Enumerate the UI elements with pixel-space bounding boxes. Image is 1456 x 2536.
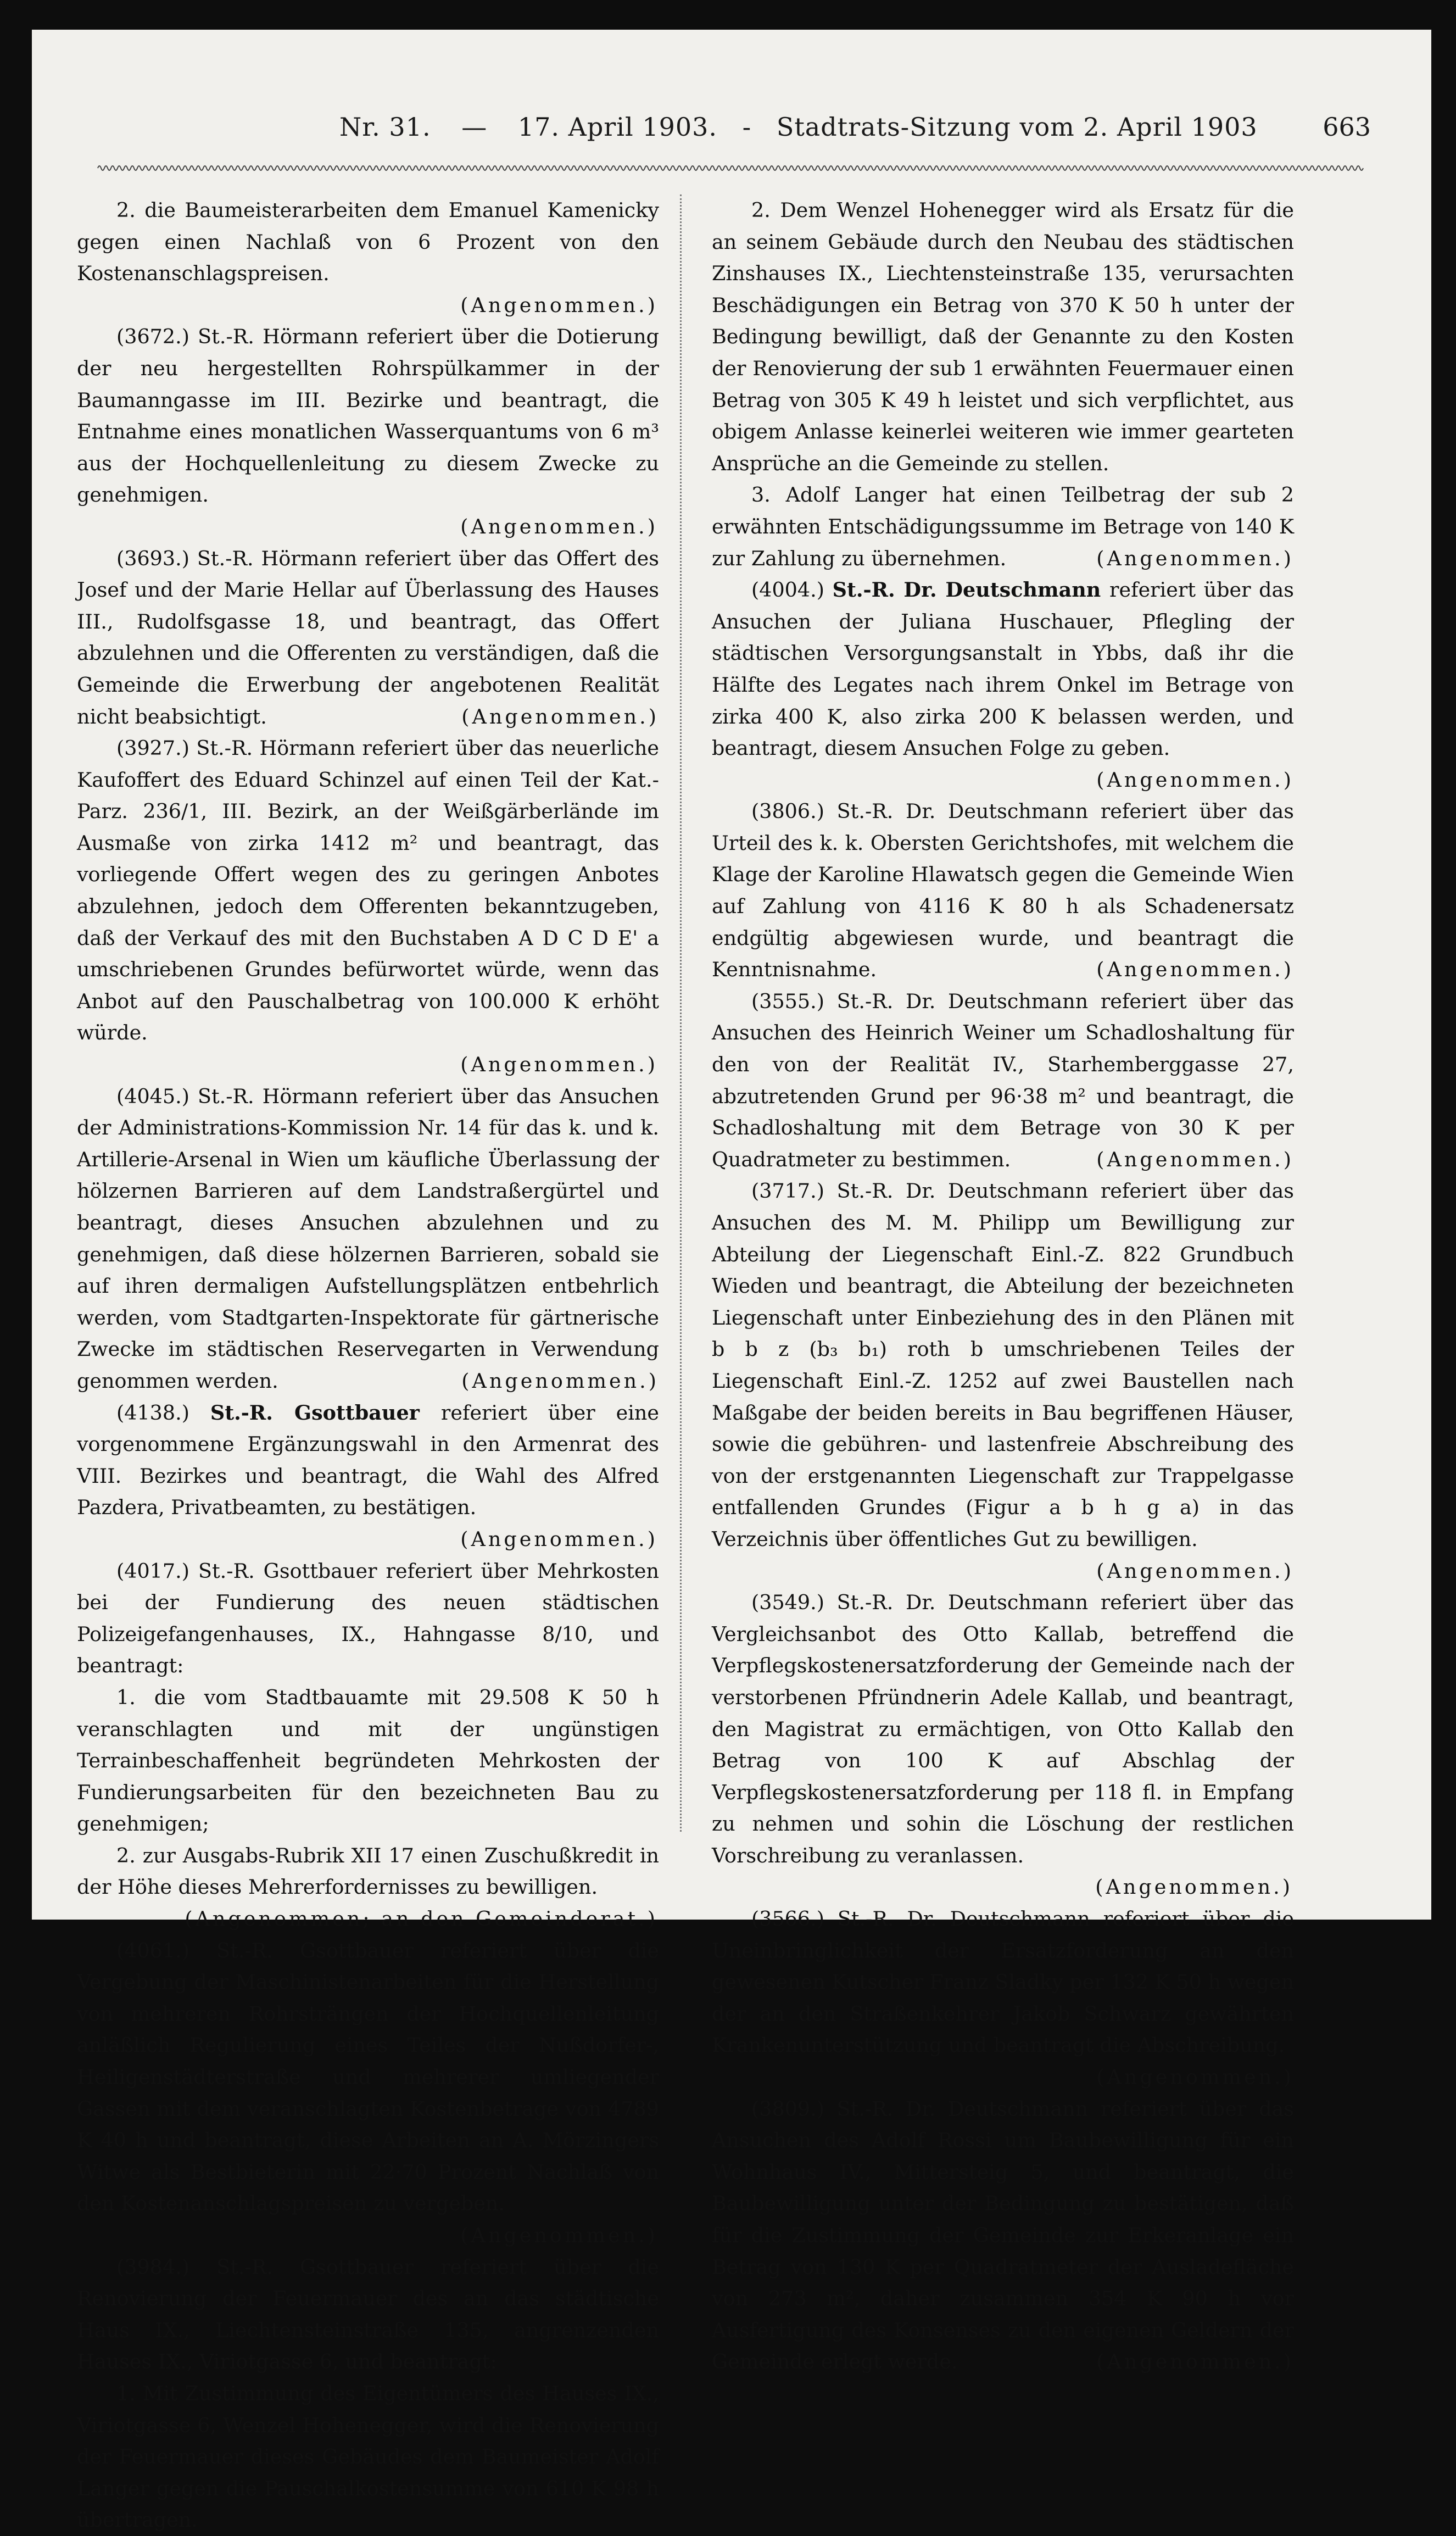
resolution-status: (Angenommen.) <box>1096 768 1294 792</box>
resolution-status: (Angenommen.) <box>1096 2350 1294 2374</box>
resolution-status: (Angenommen.) <box>460 2223 658 2247</box>
column-divider <box>680 194 682 1832</box>
resolution-status: (Angenommen.) <box>1096 1147 1294 1171</box>
left-column <box>77 194 659 2536</box>
right-column <box>712 194 1294 2378</box>
resolution-status: (Angenommen.) <box>460 293 658 317</box>
resolution-status: (Angenommen.) <box>461 1369 659 1393</box>
paragraph-text: St.-R. Dr. Deutschmann referiert über das Ansuchen des M. M. Philipp um Bewilligung zur Abteilung der Liegenschaft Einl.-Z. 822 Grundbuch Wieden und beantragt, die Abteilung der bezeichneten Liegenschaft unter Einbeziehung des in den Plänen mit b b z (b₃ b₁) roth b umschriebenen Teiles der Liegenschaft Einl.-Z. 1252 auf zwei Baustellen nach Maßgabe der beiden bereits in Bau begriffenen Häuser, sowie die gebühren- und lastenfreie Abschreibung des von der erstgenannten Liegenschaft zur Trappelgasse entfallenden Grundes (Figur a b h g a) in das Verzeichnis über öffentliches Gut zu bewilligen. <box>712 1179 1295 1551</box>
paragraph <box>712 1903 1294 2093</box>
reference-number: (3672.) <box>116 325 198 349</box>
paragraph-text: St.-R. Gsottbauer referiert über Mehrkosten bei der Fundierung des neuen städtischen Polizeigefangenhauses, IX., Hahngasse 8/10, und beantragt: <box>77 1559 660 1678</box>
speaker-name: St.-R. Dr. Deutschmann <box>832 578 1110 602</box>
newspaper-page <box>32 30 1431 2532</box>
paragraph <box>77 732 659 1049</box>
paragraph-text: St.-R. Hörmann referiert über das Offert des Josef und der Marie Hellar auf Überlassung des Hauses III., Rudolfsgasse 18, und beantragt, das Offert abzulehnen und die Offerenten zu verständigen, daß die Gemeinde die Erwerbung der angebotenen Realität nicht beabsichtigt. <box>77 546 659 728</box>
reference-number: (3717.) <box>751 1179 837 1203</box>
speaker-name: St.-R. Gsottbauer <box>210 1400 441 1425</box>
paragraph-text: 2. Dem Wenzel Hohenegger wird als Ersatz für die an seinem Gebäude durch den Neubau des städtischen Zinshauses IX., Liechtensteinstraße 135, verursachten Beschädigungen ein Betrag von 370 K 50 h unter der Bedingung bewilligt, daß der Genannte zu den Kosten der Renovierung der sub 1 erwähnten Feuermauer einen Betrag von 305 K 49 h leistet und sich verpflichtet, aus obigem Anlasse keinerlei weiteren wie immer gearteten Ansprüche an die Gemeinde zu stellen. <box>712 198 1294 475</box>
page-number: 663 <box>1323 112 1371 142</box>
paragraph <box>712 479 1294 574</box>
paragraph-text: 3. Adolf Langer hat einen Teilbetrag der sub 2 erwähnten Entschädigungssumme im Betrage von 140 K zur Zahlung zu übernehmen. <box>712 483 1294 570</box>
paragraph <box>712 194 1294 479</box>
header-separator: - <box>742 112 752 142</box>
paragraph-text: St.-R. Dr. Deutschmann referiert über das Vergleichsanbot des Otto Kallab, betreffend die Verpflegskostenersatzforderung der Gemeinde nach der verstorbenen Pfründnerin Adele Kallab, und beantragt, den Magistrat zu ermächtigen, von Otto Kallab den Betrag von 100 K auf Abschlag der Verpflegskostenersatzforderung per 118 fl. in Empfang zu nehmen und sohin die Löschung der restlichen Vorschreibung zu veranlassen. <box>712 1590 1295 1867</box>
reference-number: (3809.) <box>751 2096 837 2121</box>
reference-number: (3549.) <box>751 1590 837 1615</box>
paragraph <box>712 574 1294 796</box>
header-wavy-rule <box>98 162 1361 175</box>
resolution-status: (Angenommen; an den Gemeinderat.) <box>185 1907 658 1931</box>
paragraph <box>77 1397 659 1523</box>
paragraph <box>712 2093 1294 2378</box>
paragraph <box>77 321 659 511</box>
resolution-status: (Angenommen.) <box>1095 1875 1293 1899</box>
reference-number: (4045.) <box>116 1084 198 1108</box>
paragraph-text: St.-R. Dr. Deutschmann referiert über das Urteil des k. k. Obersten Gerichtshofes, mit welchem die Klage der Karoline Hlawatsch gegen die Gemeinde Wien auf Zahlung von 4116 K 80 h als Schadenersatz endgültig abgewiesen wurde, und beantragt die Kenntnisnahme. <box>712 799 1295 982</box>
resolution-status: (Angenommen.) <box>1096 1559 1294 1583</box>
reference-number: (4017.) <box>116 1559 198 1583</box>
resolution-status: (Angenommen.) <box>1096 546 1294 570</box>
running-header <box>339 112 1361 142</box>
reference-number: (3927.) <box>116 736 197 760</box>
resolution-status: (Angenommen.) <box>1096 2065 1294 2089</box>
resolution-status: (Angenommen.) <box>460 1527 658 1551</box>
header-title: Stadtrats-Sitzung vom 2. April 1903 <box>776 112 1258 142</box>
paragraph <box>77 2251 659 2378</box>
resolution-status: (Angenommen.) <box>460 1053 658 1077</box>
paragraph <box>77 194 659 290</box>
issue-date: 17. April 1903. <box>517 112 718 142</box>
reference-number: (4061.) <box>116 1938 217 1962</box>
reference-number: (4138.) <box>116 1400 210 1425</box>
paragraph-text: 1. die vom Stadtbauamte mit 29.508 K 50 h veranschlagten und mit der ungünstigen Terrainbeschaffenheit begründeten Mehrkosten der Fundierungsarbeiten für den bezeichneten Bau zu genehmigen; <box>77 1685 659 1836</box>
paragraph <box>712 796 1294 986</box>
resolution-status: (Angenommen.) <box>1096 958 1294 982</box>
reference-number: (3693.) <box>116 546 197 570</box>
reference-number: (3984.) <box>116 2255 217 2279</box>
paragraph-text: St.-R. Hörmann referiert über das neuerliche Kaufoffert des Eduard Schinzel auf einen Teil der Kat.-Parz. 236/1, III. Bezirk, an der Weißgärberlände im Ausmaße von zirka 1412 m² und beantragt, das vorliegende Offert wegen des zu geringen Anbotes abzulehnen, jedoch dem Offerenten bekanntzugeben, daß der Verkauf des mit den Buchstaben A D C D E' a umschriebenen Grundes befürwortet würde, wenn das Anbot auf den Pauschalbetrag von 100.000 K erhöht würde. <box>77 736 660 1045</box>
paragraph <box>712 986 1294 1176</box>
paragraph-text: St.-R. Hörmann referiert über das Ansuchen der Administrations-Kommission Nr. 14 für das k. und k. Artillerie-Arsenal in Wien um käufliche Überlassung der hölzernen Barrieren auf dem Landstraßergürtel und beantragt, dieses Ansuchen abzulehnen und zu genehmigen, daß diese hölzernen Barrieren, sobald sie auf ihren dermaligen Aufstellungsplätzen entbehrlich werden, vom Stadtgarten-Inspektorate für gärtnerische Zwecke im städtischen Reservegarten in Verwendung genommen werden. <box>77 1084 659 1393</box>
paragraph <box>712 1175 1294 1587</box>
paragraph-text: St.-R. Hörmann referiert über die Dotierung der neu hergestellten Rohrspülkammer in der Baumanngasse im III. Bezirke und beantragt, die Entnahme eines monatlichen Wasserquantums von 6 m³ aus der Hochquellenleitung zu diesem Zwecke zu genehmigen. <box>77 325 659 507</box>
paragraph-text: referiert über eine vorgenommene Ergänzungswahl in den Armenrat des VIII. Bezirkes und beantragt, die Wahl des Alfred Pazdera, Privatbeamten, zu bestätigen. <box>77 1400 659 1520</box>
paragraph-text: 1. Mit Zustimmung des Eigentümers des Hauses IX., Viriotgasse 6, Wenzel Hohenegger, wird die Renovierung der Feuermauer dieses Gebäudes dem Baumeister Adolf Langer gegen die Pauschalkostensumme von 610 K 98 h übertragen. <box>77 2381 659 2532</box>
paragraph <box>77 1682 659 1840</box>
paragraph-text: St.-R. Dr. Deutschmann referiert über die Uneinbringlichkeit der Ersatzforderung an den gewesenen Kutscher Franz Sladky per 132 K 50 h wegen der an den Straßenkehrer Jakob Schwarz gewährten Krankenunterstützung und beantragt die Abschreibung. <box>712 1907 1294 2057</box>
reference-number: (3555.) <box>751 989 837 1013</box>
paragraph <box>77 1935 659 2220</box>
paragraph <box>77 1081 659 1397</box>
header-dash: — <box>461 112 488 142</box>
paragraph-text: St.-R. Gsottbauer referiert über die Renovierung der Feuermauer des an das städtische Haus IX., Liechtensteinstraße 135, angrenzenden Hauses IX., Viriotgasse 6, und beantragt: <box>77 2255 659 2374</box>
paragraph-text: St.-R. Gsottbauer referiert über die Vergebung der Maschinistenarbeiten für die Herstellung von mehreren Rohrsträngen der Hochquellenleitung anläßlich Regulierung eines Teiles der Nußdorfer-, Heiligenstädterstraße und mehrerer umliegender Gassen mit dem veranschlagten Kostenbetrage von 4789 K 40 h und beantragt, diese Arbeiten an A. Mörzingers Witwe als Bestbieterin mit 22·70 Prozent Nachlaß von den Kostenanschlagspreisen zu vergeben. <box>77 1938 659 2216</box>
resolution-status: (Angenommen.) <box>460 514 658 538</box>
reference-number: (3566.) <box>751 1907 838 1931</box>
paragraph-text: St.-R. Dr. Deutschmann referiert über das Ansuchen des Adolf Rossi um Baubewilligung für ein Wohnhaus IV., Mittersteig 5, und beantragt, die Baubewilligung unter der Bedingung zu bestätigen, daß für die Zustimmung der Gemeinde zur Erkeranlage ein Betrag von 130 K per Quadratmeter der Ausladefläche von 273 m², daher zusammen 354 K 90 h vor Ausfertigung des Konsenses zu den eigenen Geldern der Gemeinde erlegt werde. <box>712 2096 1295 2374</box>
paragraph-text: 2. zur Ausgabs-Rubrik XII 17 einen Zuschußkredit in der Höhe dieses Mehrerfordernisses zu bewilligen. <box>77 1843 659 1899</box>
paragraph-text: referiert über das Ansuchen der Juliana Huschauer, Pflegling der städtischen Versorgungsanstalt in Ybbs, daß ihr die Hälfte des Legates nach ihrem Onkel im Betrage von zirka 400 K, also zirka 200 K belassen werden, und beantragt, diesem Ansuchen Folge zu geben. <box>712 578 1295 760</box>
reference-number: (3806.) <box>751 799 837 824</box>
paragraph <box>712 1587 1294 1871</box>
reference-number: (4004.) <box>751 578 833 602</box>
paragraph-text: St.-R. Dr. Deutschmann referiert über das Ansuchen des Heinrich Weiner um Schadloshaltung für den von der Realität IV., Starhemberggasse 27, abzutretenden Grund per 96·38 m² und beantragt, die Schadloshaltung mit dem Betrage von 30 K per Quadratmeter zu bestimmen. <box>712 989 1295 1171</box>
paragraph-text: 2. die Baumeisterarbeiten dem Emanuel Kamenicky gegen einen Nachlaß von 6 Prozent von den Kostenanschlagspreisen. <box>77 198 659 286</box>
issue-number: Nr. 31. <box>339 112 431 142</box>
resolution-status: (Angenommen.) <box>461 704 659 728</box>
paragraph <box>77 1840 659 1903</box>
paragraph <box>77 543 659 733</box>
paragraph <box>77 1555 659 1682</box>
paragraph <box>77 2378 659 2536</box>
